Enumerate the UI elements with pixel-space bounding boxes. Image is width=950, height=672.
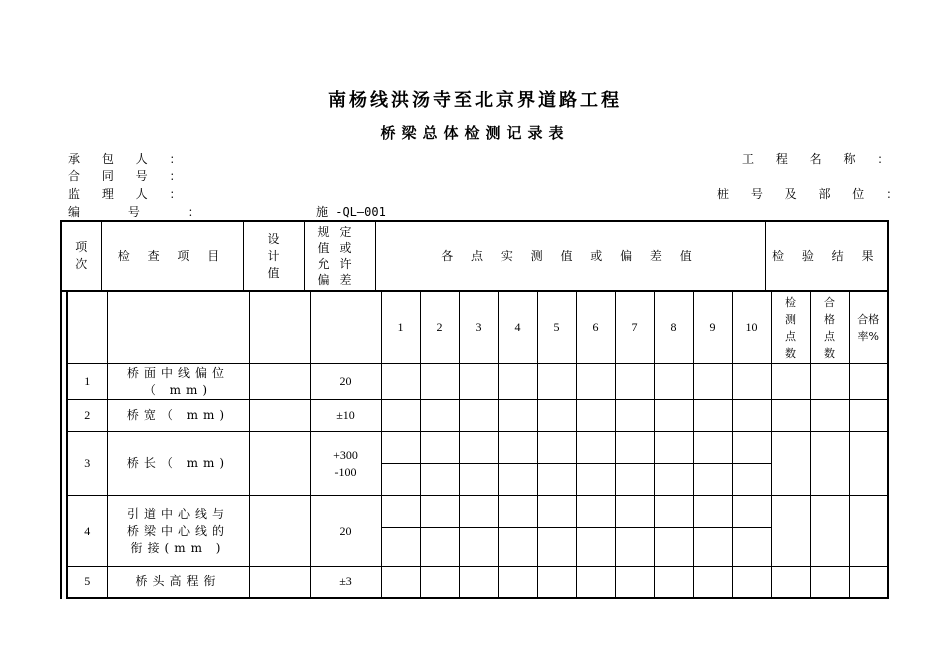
row-tolerance: ±3 <box>310 567 381 598</box>
document-subtitle: 桥梁总体检测记录表 <box>380 124 570 142</box>
point-number: 8 <box>654 292 693 364</box>
point-number: 9 <box>693 292 732 364</box>
point-number: 3 <box>459 292 498 364</box>
row-no: 4 <box>67 496 107 567</box>
contractor-label: 承 包 人 ： <box>68 152 191 166</box>
result-subheader-qualified: 合格点数 <box>810 292 849 364</box>
row-tolerance: ±10 <box>310 400 381 432</box>
table-row <box>67 496 888 528</box>
point-number: 7 <box>615 292 654 364</box>
row-item: 引道中心线与桥梁中心线的衔接(mm ) <box>107 496 249 567</box>
header-check-item: 检 查 项 目 <box>101 221 243 291</box>
table-header <box>60 220 889 292</box>
row-no: 3 <box>67 432 107 496</box>
header-allowed-deviation: 规定值或允许偏差 <box>304 221 375 291</box>
inspection-table <box>66 291 889 599</box>
row-item: 桥面中线偏位（ mm) <box>107 364 249 400</box>
station-label: 桩 号 及 部 位 ： <box>717 187 908 201</box>
document-title: 南杨线洪汤寺至北京界道路工程 <box>328 90 622 111</box>
point-number: 4 <box>498 292 537 364</box>
point-number: 5 <box>537 292 576 364</box>
header-item-no: 项次 <box>61 221 101 291</box>
row-tolerance: 20 <box>310 496 381 567</box>
form-code: 施 -QL—001 <box>316 205 386 219</box>
row-tolerance: +300 -100 <box>310 432 381 496</box>
row-item: 桥长（ mm) <box>107 432 249 496</box>
table-row <box>67 400 888 432</box>
row-item: 桥宽（ mm) <box>107 400 249 432</box>
header-inspection-result: 检 验 结 果 <box>765 221 888 291</box>
point-number: 2 <box>420 292 459 364</box>
result-subheader-checked: 检测点数 <box>771 292 810 364</box>
result-subheader-rate: 合格率% <box>849 292 888 364</box>
left-border <box>60 291 62 599</box>
serial-label: 编 号 ： <box>68 205 222 219</box>
table-row <box>67 364 888 400</box>
point-number: 1 <box>381 292 420 364</box>
table-row <box>67 432 888 464</box>
supervisor-label: 监 理 人 ： <box>68 187 191 201</box>
point-number: 6 <box>576 292 615 364</box>
row-no: 5 <box>67 567 107 598</box>
contract-no-label: 合 同 号 ： <box>68 169 191 183</box>
table-row <box>67 567 888 598</box>
project-name-label: 工 程 名 称 ： <box>742 152 899 166</box>
row-item: 桥头高程衔 <box>107 567 249 598</box>
header-design-value: 设计值 <box>243 221 304 291</box>
point-number-row <box>67 292 888 364</box>
header-measured-values: 各 点 实 测 值 或 偏 差 值 <box>375 221 765 291</box>
row-no: 2 <box>67 400 107 432</box>
row-no: 1 <box>67 364 107 400</box>
row-tolerance: 20 <box>310 364 381 400</box>
point-number: 10 <box>732 292 771 364</box>
